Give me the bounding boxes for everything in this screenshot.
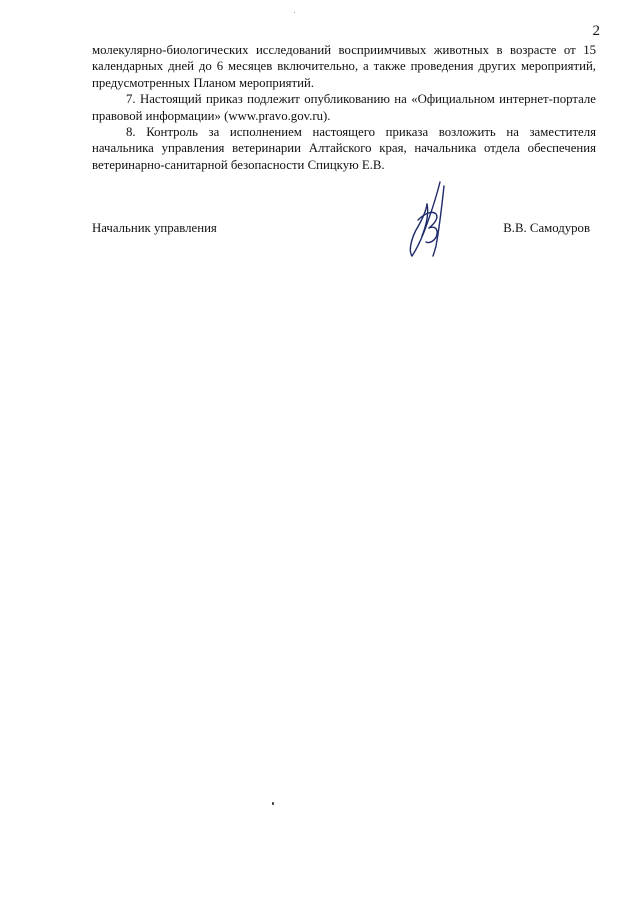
paragraph-item-7: 7. Настоящий приказ подлежит опубликованию на «Официальном интернет-портале правовой информации» (www.pravo.gov.ru). bbox=[92, 92, 596, 123]
signature-block bbox=[92, 220, 596, 240]
paragraph-continuation: молекулярно-биологических исследований восприимчивых животных в возрасте от 15 календарных дней до 6 месяцев включительно, а также проведения других мероприятий, предусмотренных Планом мероприятий. bbox=[92, 43, 596, 90]
scan-speck bbox=[272, 802, 274, 805]
scan-speck bbox=[294, 12, 295, 13]
page-number: 2 bbox=[592, 23, 600, 39]
signer-title: Начальник управления bbox=[92, 221, 217, 235]
paragraph-item-8: 8. Контроль за исполнением настоящего приказа возложить на заместителя начальника управления ветеринарии Алтайского края, начальника отдела обеспечения ветеринарно-санитарной безопасности Спицкую Е.В. bbox=[92, 125, 596, 172]
signer-name: В.В. Самодуров bbox=[503, 221, 590, 235]
document-body bbox=[92, 42, 596, 173]
